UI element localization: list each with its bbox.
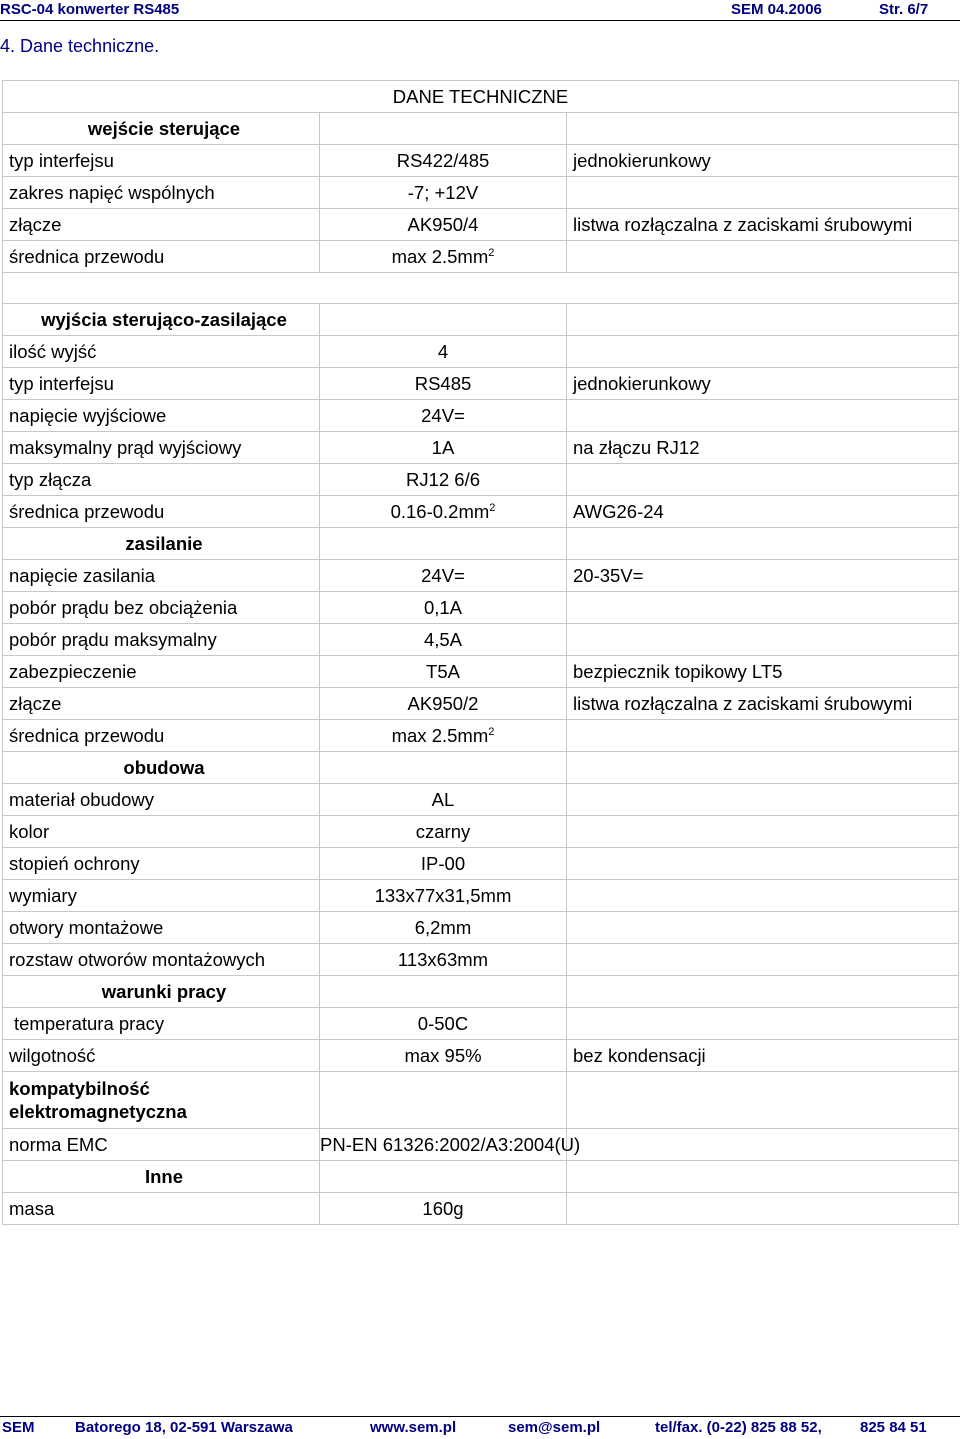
- group-heading-row: [3, 1072, 959, 1129]
- row-value: RS422/485: [320, 145, 567, 177]
- row-note: [567, 848, 959, 880]
- row-note: [567, 912, 959, 944]
- row-note: [567, 241, 959, 273]
- row-note: [567, 944, 959, 976]
- row-note: [567, 336, 959, 368]
- row-value: 0-50C: [320, 1008, 567, 1040]
- row-note: [567, 1193, 959, 1225]
- table-row: [3, 368, 959, 400]
- row-note: listwa rozłączalna z zaciskami śrubowymi: [567, 209, 959, 241]
- row-value: IP-00: [320, 848, 567, 880]
- row-value: 0,1A: [320, 592, 567, 624]
- header-doc-title: RSC-04 konwerter RS485: [0, 1, 180, 18]
- table-row: [3, 592, 959, 624]
- table-row: [3, 688, 959, 720]
- row-value: AK950/4: [320, 209, 567, 241]
- table-row: [3, 624, 959, 656]
- footer-phone: tel/fax. (0-22) 825 88 52,: [655, 1419, 822, 1436]
- row-value: 1A: [320, 432, 567, 464]
- row-label: masa: [3, 1193, 320, 1225]
- row-value: -7; +12V: [320, 177, 567, 209]
- row-value: 24V=: [320, 400, 567, 432]
- group-heading-work: warunki pracy: [3, 976, 320, 1008]
- group-heading-housing: obudowa: [3, 752, 320, 784]
- table-row: [3, 720, 959, 752]
- row-value: max 95%: [320, 1040, 567, 1072]
- row-value: [320, 720, 567, 752]
- value-text: max 2.5mm: [391, 245, 489, 267]
- table-row: [3, 209, 959, 241]
- footer-email: sem@sem.pl: [508, 1419, 601, 1436]
- row-label: złącze: [3, 688, 320, 720]
- page-header: [0, 0, 960, 21]
- row-note: [567, 592, 959, 624]
- row-label: napięcie wyjściowe: [3, 400, 320, 432]
- table-row: [3, 656, 959, 688]
- group-heading-output: wyjścia sterująco-zasilające: [3, 304, 320, 336]
- row-label: typ interfejsu: [3, 368, 320, 400]
- row-value: 160g: [320, 1193, 567, 1225]
- row-note: [567, 720, 959, 752]
- table-row: [3, 912, 959, 944]
- row-label: norma EMC: [3, 1129, 320, 1161]
- row-label: średnica przewodu: [3, 720, 320, 752]
- footer-address: Batorego 18, 02-591 Warszawa: [75, 1419, 293, 1436]
- table-row: [3, 432, 959, 464]
- section-title: 4. Dane techniczne.: [0, 36, 160, 56]
- row-value: T5A: [320, 656, 567, 688]
- value-superscript: 2: [488, 246, 495, 259]
- table-row: [3, 1129, 959, 1161]
- table-row: [3, 1040, 959, 1072]
- group-heading-row: [3, 752, 959, 784]
- row-value: 24V=: [320, 560, 567, 592]
- row-label: typ interfejsu: [3, 145, 320, 177]
- row-note: listwa rozłączalna z zaciskami śrubowymi: [567, 688, 959, 720]
- header-date: SEM 04.2006: [731, 1, 822, 18]
- row-label: otwory montażowe: [3, 912, 320, 944]
- row-note: jednokierunkowy: [567, 368, 959, 400]
- page-footer: [0, 1416, 960, 1439]
- row-label: średnica przewodu: [3, 241, 320, 273]
- table-row: [3, 336, 959, 368]
- technical-data-table: [2, 80, 959, 1225]
- table-row: [3, 1193, 959, 1225]
- group-heading-row: [3, 1161, 959, 1193]
- value-text: 0.16-0.2mm: [390, 500, 490, 522]
- table-row: [3, 145, 959, 177]
- row-label: stopień ochrony: [3, 848, 320, 880]
- table-row: [3, 560, 959, 592]
- row-note: na złączu RJ12: [567, 432, 959, 464]
- footer-website: www.sem.pl: [370, 1419, 457, 1436]
- row-value: AK950/2: [320, 688, 567, 720]
- group-heading-input: wejście sterujące: [3, 113, 320, 145]
- group-heading-row: [3, 113, 959, 145]
- row-label: temperatura pracy: [3, 1008, 320, 1040]
- table-row: [3, 848, 959, 880]
- row-value: AL: [320, 784, 567, 816]
- row-label: wilgotność: [3, 1040, 320, 1072]
- row-label: materiał obudowy: [3, 784, 320, 816]
- row-label: pobór prądu bez obciążenia: [3, 592, 320, 624]
- row-note: [567, 464, 959, 496]
- row-note: [567, 784, 959, 816]
- row-note: [567, 1129, 959, 1161]
- row-note: AWG26-24: [567, 496, 959, 528]
- group-heading-other: Inne: [3, 1161, 320, 1193]
- table-row: [3, 496, 959, 528]
- row-value: 133x77x31,5mm: [320, 880, 567, 912]
- row-label: wymiary: [3, 880, 320, 912]
- row-value: 4,5A: [320, 624, 567, 656]
- table-row: [3, 241, 959, 273]
- row-label: napięcie zasilania: [3, 560, 320, 592]
- spacer-row: [3, 273, 959, 304]
- row-note: [567, 816, 959, 848]
- footer-phone-2: 825 84 51: [860, 1419, 927, 1436]
- group-heading-row: [3, 304, 959, 336]
- row-value: [320, 241, 567, 273]
- row-note: [567, 1008, 959, 1040]
- row-label: złącze: [3, 209, 320, 241]
- row-note: [567, 400, 959, 432]
- group-heading-row: [3, 528, 959, 560]
- row-note: bezpiecznik topikowy LT5: [567, 656, 959, 688]
- row-label: zakres napięć wspólnych: [3, 177, 320, 209]
- row-label: ilość wyjść: [3, 336, 320, 368]
- row-value: czarny: [320, 816, 567, 848]
- value-text: max 2.5mm: [391, 724, 489, 746]
- table-row: [3, 177, 959, 209]
- row-label: zabezpieczenie: [3, 656, 320, 688]
- table-title-row: [3, 81, 959, 113]
- row-value: [320, 496, 567, 528]
- row-value: 4: [320, 336, 567, 368]
- row-value: PN-EN 61326:2002/A3:2004(U): [320, 1129, 567, 1161]
- row-label: rozstaw otworów montażowych: [3, 944, 320, 976]
- row-note: bez kondensacji: [567, 1040, 959, 1072]
- row-label: maksymalny prąd wyjściowy: [3, 432, 320, 464]
- header-page-number: Str. 6/7: [879, 1, 929, 18]
- row-value: 6,2mm: [320, 912, 567, 944]
- table-row: [3, 1008, 959, 1040]
- row-note: [567, 624, 959, 656]
- row-note: 20-35V=: [567, 560, 959, 592]
- row-value: RS485: [320, 368, 567, 400]
- table-title: DANE TECHNICZNE: [3, 81, 959, 113]
- row-value: 113x63mm: [320, 944, 567, 976]
- row-label: kolor: [3, 816, 320, 848]
- group-heading-row: [3, 976, 959, 1008]
- table-row: [3, 400, 959, 432]
- table-row: [3, 880, 959, 912]
- row-note: jednokierunkowy: [567, 145, 959, 177]
- row-label: typ złącza: [3, 464, 320, 496]
- table-row: [3, 464, 959, 496]
- group-heading-emc: kompatybilność elektromagnetyczna: [3, 1072, 320, 1129]
- table-row: [3, 816, 959, 848]
- row-label: pobór prądu maksymalny: [3, 624, 320, 656]
- value-superscript: 2: [488, 725, 495, 738]
- group-heading-power: zasilanie: [3, 528, 320, 560]
- row-value: RJ12 6/6: [320, 464, 567, 496]
- value-superscript: 2: [489, 501, 496, 514]
- table-row: [3, 784, 959, 816]
- footer-company: SEM: [2, 1419, 35, 1436]
- row-note: [567, 880, 959, 912]
- table-row: [3, 944, 959, 976]
- row-label: średnica przewodu: [3, 496, 320, 528]
- row-note: [567, 177, 959, 209]
